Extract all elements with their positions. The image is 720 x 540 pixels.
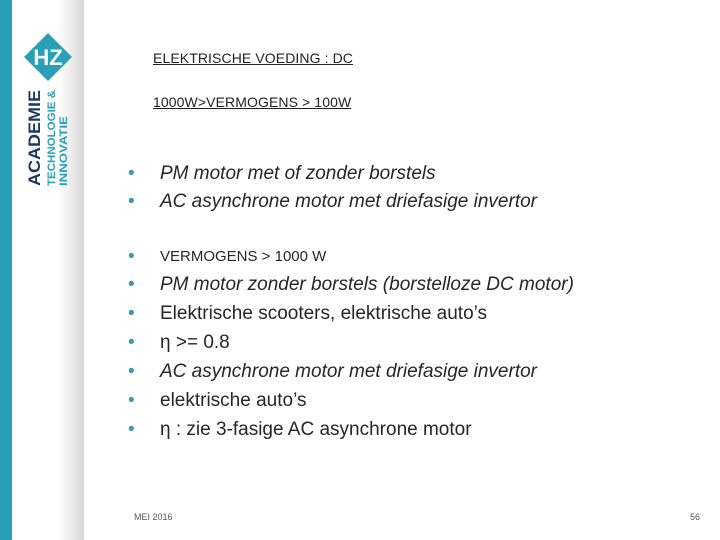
bullet-icon: • — [128, 274, 135, 295]
accent-strip — [0, 0, 12, 540]
list-item-text: PM motor zonder borstels (borstelloze DC motor) — [160, 274, 574, 295]
logo-text: HZ — [33, 45, 63, 70]
hz-logo — [23, 32, 73, 82]
slide-heading-1: ELEKTRISCHE VOEDING : DC — [153, 50, 353, 66]
bullet-icon: • — [128, 246, 135, 267]
list-item-text: PM motor met of zonder borstels — [160, 163, 436, 184]
slide-heading-2: 1000W>VERMOGENS > 100W — [153, 94, 352, 110]
list-item-text: η : zie 3-fasige AC asynchrone motor — [160, 419, 472, 440]
bullet-icon: • — [128, 419, 135, 440]
academy-line2: TECHNOLOGIE & — [46, 94, 58, 186]
academy-line1: ACADEMIE — [25, 95, 44, 186]
footer-date: MEI 2016 — [134, 512, 173, 522]
bullet-icon: • — [128, 361, 135, 382]
list-item-text: AC asynchrone motor met driefasige invertor — [160, 191, 537, 212]
list-item-text: η >= 0.8 — [160, 332, 230, 353]
bullet-icon: • — [128, 332, 135, 353]
bullet-icon: • — [128, 390, 135, 411]
academy-line3: INNOVATIE — [58, 127, 70, 186]
list-item-text: Elektrische scooters, elektrische auto’s — [160, 303, 488, 324]
list-item-text: AC asynchrone motor met driefasige invertor — [160, 361, 537, 382]
bullet-icon: • — [128, 163, 135, 184]
bullet-icon: • — [128, 191, 135, 212]
page-number: 56 — [689, 512, 700, 522]
list-item-text: VERMOGENS > 1000 W — [160, 248, 327, 265]
academy-wordmark — [24, 88, 74, 198]
list-item-text: elektrische auto’s — [160, 390, 307, 411]
bullet-icon: • — [128, 303, 135, 324]
